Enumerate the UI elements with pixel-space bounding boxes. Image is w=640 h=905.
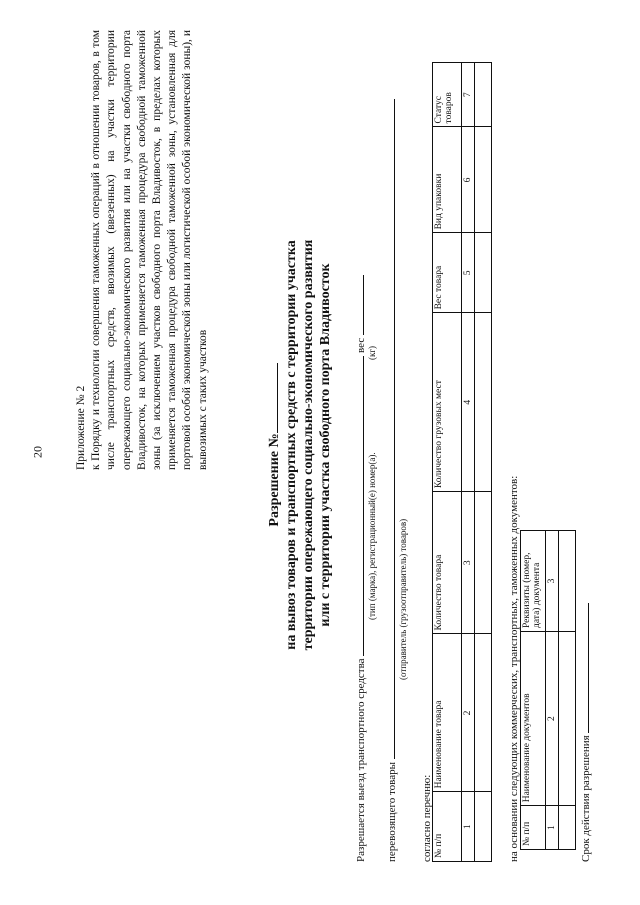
heading-line-4: или с территории участка свободного порта Владивосток [318,263,333,627]
docs-header-cell: Наименование документов [521,632,546,806]
validity-blank [578,603,589,733]
goods-table [432,62,492,862]
carrying-label: перевозящего товары [386,762,398,862]
appendix-title: Приложение № 2 [75,385,87,470]
validity-label: Срок действия разрешения [580,735,592,862]
goods-number-row [462,63,475,862]
basis-label: на основании следующих коммерческих, транспортных, таможенных документов: [508,475,520,862]
docs-empty-cell [559,531,576,632]
validity-line [578,603,592,862]
docs-table [520,530,576,850]
goods-empty-cell [475,492,492,634]
goods-header-cell: № п/п [433,792,462,862]
docs-number-cell: 1 [546,806,559,850]
heading-line-3: территории опережающего социально-экономического развития [301,239,316,651]
goods-number-cell: 5 [462,233,475,313]
docs-header-cell: № п/п [521,806,546,850]
rotated-document [30,20,610,870]
goods-header-cell: Количество грузовых мест [433,313,462,492]
goods-header-row [433,63,462,862]
goods-empty-cell [475,63,492,127]
exit-label: Разрешается выезд транспортного средства [355,658,367,862]
goods-header-cell: Количество товара [433,492,462,634]
goods-number-cell: 3 [462,492,475,634]
docs-empty-cell [559,632,576,806]
sender-hint: (отправитель (грузоотправитель) товаров) [398,518,408,680]
goods-header-cell: Наименование товара [433,634,462,792]
sender-blank [384,99,395,759]
goods-header-cell: Вес товара [433,233,462,313]
docs-header-cell: Реквизиты (номер, дата) документа [521,531,546,632]
carrying-line [384,99,398,862]
goods-empty-cell [475,792,492,862]
goods-header-cell: Статус товаров [433,63,462,127]
heading-line-2: на вывоз товаров и транспортных средств с территории участка [284,240,299,650]
vehicle-blank [353,356,364,656]
weight-unit: (кг) [367,345,377,360]
appendix-text: к Порядку и технологии совершения таможенных операций в отношении товаров, в том числе транспортных средств, ввозимых (ввезенных) на участки территории опережающего социально-экономического развития или на участки свободного порта Владивосток, на которых применяется таможенная процедура свободной таможенной зоны (за исключением участков свободного порта Владивосток, в пределах которых применяется таможенная процедура свободной таможенной зоны, установленная для портовой особой экономической зоны или логистической особой экономической зоны), и вывозимых с таких участков [90,30,209,470]
docs-number-cell: 2 [546,632,559,806]
goods-empty-cell [475,634,492,792]
appendix-block [74,30,211,470]
docs-empty-cell [559,806,576,850]
permit-number-blank [265,363,278,433]
permit-number-label: Разрешение № [267,433,282,527]
docs-header-row [521,531,546,850]
goods-empty-row [475,63,492,862]
goods-number-cell: 2 [462,634,475,792]
docs-number-cell: 3 [546,531,559,632]
goods-number-cell: 1 [462,792,475,862]
docs-number-row [546,531,559,850]
weight-label: вес [355,337,367,353]
page-number: 20 [30,446,45,458]
vehicle-hint: (тип (марка), регистрационный(е) номер(а). [367,452,377,620]
document-heading [265,20,334,870]
goods-empty-cell [475,233,492,313]
goods-empty-cell [475,313,492,492]
goods-number-cell: 7 [462,63,475,127]
goods-empty-cell [475,127,492,233]
goods-number-cell: 4 [462,313,475,492]
exit-line [353,275,367,862]
docs-empty-row [559,531,576,850]
weight-blank [353,275,364,335]
goods-number-cell: 6 [462,127,475,233]
per-list-label: согласно перечню: [421,774,433,862]
goods-header-cell: Вид упаковки [433,127,462,233]
